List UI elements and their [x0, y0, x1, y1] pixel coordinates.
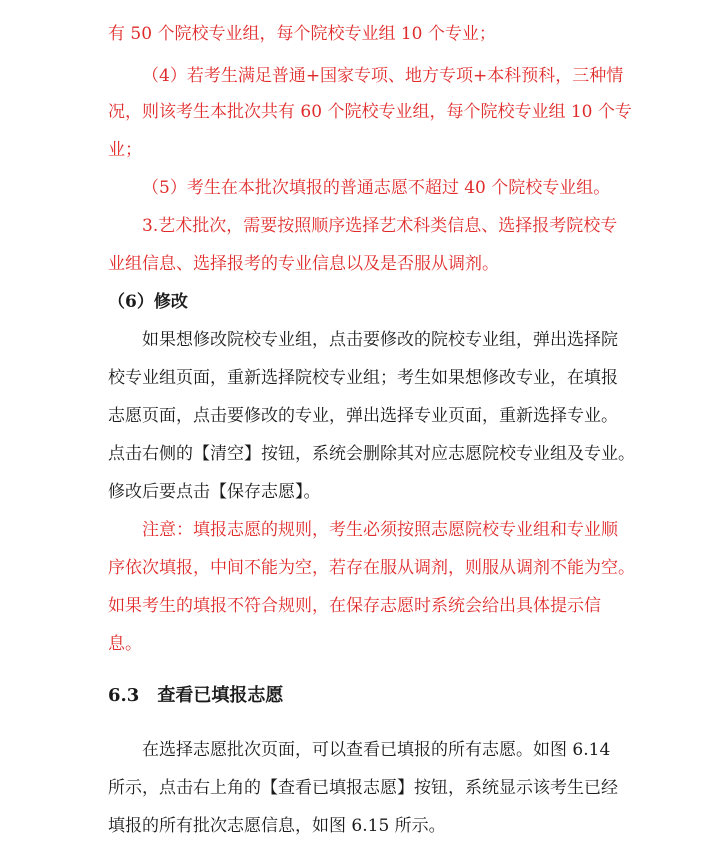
section-heading: 6.3 查看已填报志愿 — [108, 685, 284, 706]
paragraph-line: 如果想修改院校专业组，点击要修改的院校专业组，弹出选择院 — [142, 330, 618, 350]
paragraph-line: 点击右侧的【清空】按钮，系统会删除其对应志愿院校专业组及专业。 — [108, 444, 635, 464]
paragraph-line: 业； — [108, 140, 142, 160]
paragraph-line: 修改后要点击【保存志愿】。 — [108, 482, 321, 502]
paragraph-line: 志愿页面，点击要修改的专业，弹出选择专业页面，重新选择专业。 — [108, 406, 618, 426]
paragraph-line: 有 50 个院校专业组，每个院校专业组 10 个专业； — [108, 24, 496, 44]
paragraph-line: 校专业组页面，重新选择院校专业组；考生如果想修改专业，在填报 — [108, 368, 618, 388]
note-line: 注意：填报志愿的规则，考生必须按照志愿院校专业组和专业顺 — [142, 520, 618, 540]
note-line: 序依次填报，中间不能为空，若存在服从调剂，则服从调剂不能为空。 — [108, 558, 635, 578]
paragraph-line: 所示，点击右上角的【查看已填报志愿】按钮，系统显示该考生已经 — [108, 778, 618, 798]
paragraph-line: 3.艺术批次，需要按照顺序选择艺术科类信息、选择报考院校专 — [142, 216, 618, 236]
paragraph-line: （4）若考生满足普通+国家专项、地方专项+本科预科，三种情 — [142, 66, 624, 86]
section-subheading: （6）修改 — [108, 292, 188, 312]
note-line: 如果考生的填报不符合规则，在保存志愿时系统会给出具体提示信 — [108, 596, 601, 616]
paragraph-line: （5）考生在本批次填报的普通志愿不超过 40 个院校专业组。 — [142, 178, 611, 198]
paragraph-line: 填报的所有批次志愿信息，如图 6.15 所示。 — [108, 816, 446, 836]
note-line: 息。 — [108, 634, 142, 654]
paragraph-line: 在选择志愿批次页面，可以查看已填报的所有志愿。如图 6.14 — [142, 740, 611, 760]
paragraph-line: 况，则该考生本批次共有 60 个院校专业组，每个院校专业组 10 个专 — [108, 102, 632, 122]
paragraph-line: 业组信息、选择报考的专业信息以及是否服从调剂。 — [108, 254, 499, 274]
